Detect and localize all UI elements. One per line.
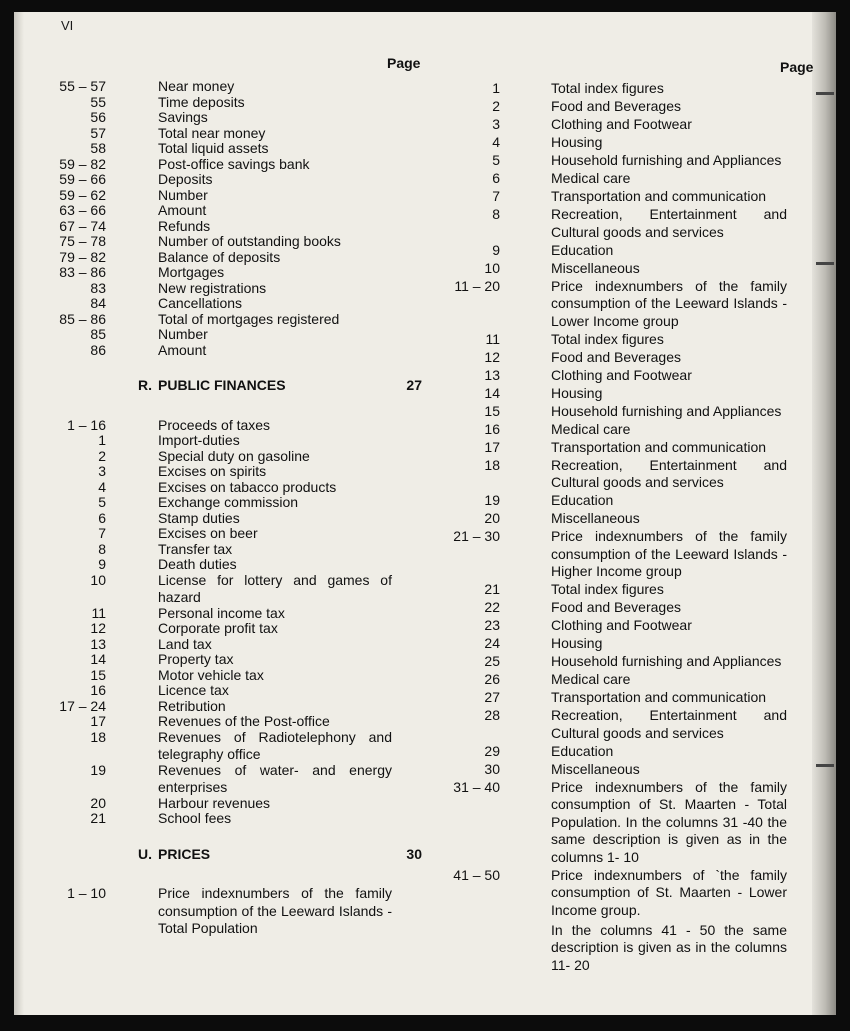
entry-number: 55 – 57 (59, 78, 106, 94)
entry-text: Medical care (551, 170, 631, 186)
entry-number: 21 – 30 (453, 528, 500, 544)
entry-text: Revenues of the Post-office (158, 713, 330, 729)
entry-number: 55 (90, 93, 106, 110)
entry-text: Education (551, 492, 614, 508)
entry-text: Price indexnumbers of the family consumption of St. Maarten - Total Population. In the columns 31 -40 the same description is given as in the columns 1- 10 (551, 778, 787, 865)
toc-entry (434, 260, 814, 278)
entry-text: In the columns 41 - 50 the same description is given as in the columns 11- 20 (551, 921, 787, 973)
entry-number: 8 (492, 206, 500, 222)
entry-number: 11 (485, 330, 500, 347)
toc-entry (14, 810, 414, 828)
entry-text: Food and Beverages (551, 98, 681, 114)
entry-number: 1 – 16 (67, 416, 106, 433)
section-title: PUBLIC FINANCES (158, 377, 286, 393)
section-page-number: 27 (406, 377, 422, 393)
toc-entry (434, 439, 814, 457)
toc-entry (434, 152, 814, 170)
toc-entry (434, 242, 814, 260)
entry-text: Refunds (158, 217, 211, 234)
entry-number: 7 (98, 525, 106, 541)
toc-entry (14, 572, 414, 607)
entry-number: 7 (492, 188, 500, 204)
entry-text: Deposits (158, 171, 213, 187)
entry-number: 4 (492, 134, 500, 150)
entry-number: 11 – 20 (454, 277, 500, 294)
entry-text: Clothing and Footwear (551, 617, 692, 633)
entry-text: Education (551, 241, 614, 258)
entry-text: New registrations (158, 279, 267, 296)
binding-mark (816, 92, 834, 95)
entry-text: Household furnishing and Appliances (551, 653, 782, 669)
entry-number: 83 (90, 279, 106, 296)
entry-number: 22 (484, 599, 500, 615)
toc-entry (434, 421, 814, 439)
toc-entry (14, 762, 414, 797)
entry-text: Price indexnumbers of the family consumption of the Leeward Islands - Higher Income group (551, 528, 787, 579)
entry-number: 18 (484, 456, 500, 473)
toc-entry (434, 403, 814, 421)
entry-text: Property tax (158, 651, 234, 667)
toc-entry (434, 689, 814, 707)
entry-text: Transportation and communication (551, 188, 767, 204)
entry-number: 13 (484, 366, 500, 383)
entry-number: 14 (484, 384, 500, 401)
entry-number: 29 (484, 742, 500, 759)
entry-text: Total liquid assets (158, 140, 269, 156)
entry-number: 4 (98, 478, 106, 495)
toc-entry (434, 367, 814, 385)
entry-number: 18 (90, 728, 106, 745)
entry-text: Clothing and Footwear (551, 116, 692, 132)
entry-text: Total index figures (551, 581, 664, 597)
entry-text: Cancellations (158, 295, 243, 311)
entry-text: Number (158, 326, 208, 342)
entry-text: Excises on tabacco products (158, 478, 337, 495)
entry-number: 25 (484, 653, 500, 669)
toc-entry (434, 80, 814, 98)
entry-number: 31 – 40 (453, 778, 500, 795)
entry-number: 17 (484, 438, 500, 455)
entry-number: 26 (484, 671, 500, 687)
toc-entry (434, 779, 814, 867)
entry-text: Stamp duties (158, 509, 240, 526)
entry-number: 59 – 66 (59, 171, 106, 187)
entry-text: Amount (158, 341, 207, 358)
entry-text: Licence tax (158, 682, 229, 698)
entry-text: Motor vehicle tax (158, 666, 264, 683)
entry-text: Food and Beverages (551, 599, 681, 615)
entry-text: Savings (158, 109, 208, 125)
entry-number: 9 (98, 556, 106, 572)
entry-number: 17 – 24 (59, 697, 106, 714)
entry-number: 30 (484, 760, 500, 777)
entry-number: 27 (484, 689, 500, 705)
entry-text: Post-office savings bank (158, 155, 310, 172)
toc-entry (14, 885, 414, 938)
document-page (14, 12, 836, 1015)
toc-entry (434, 635, 814, 653)
entry-number: 41 – 50 (453, 866, 500, 883)
entry-number: 16 (484, 420, 500, 437)
entry-text: Recreation, Entertainment and Cultural goods and services (551, 206, 787, 240)
entry-text: Transportation and communication (551, 689, 767, 705)
entry-text: Total index figures (551, 80, 664, 96)
section-letter: U. (138, 845, 152, 862)
toc-entry (434, 331, 814, 349)
entry-number: 19 (484, 492, 500, 508)
entry-text: Recreation, Entertainment and Cultural goods and services (551, 456, 787, 490)
entry-number: 59 – 82 (59, 155, 106, 172)
toc-entry (434, 761, 814, 779)
entry-number: 3 (492, 116, 500, 132)
entry-number: 14 (90, 651, 106, 667)
entry-text: Housing (551, 384, 603, 401)
entry-number: 13 (90, 635, 106, 652)
entry-text: Miscellaneous (551, 760, 640, 777)
toc-entry (434, 134, 814, 152)
toc-entry (434, 116, 814, 134)
entry-number: 11 (91, 604, 106, 621)
entry-text: Proceeds of taxes (158, 416, 271, 433)
entry-number: 84 (90, 295, 106, 311)
toc-entry (434, 492, 814, 510)
entry-number: 83 – 86 (59, 264, 106, 280)
entry-text: Household furnishing and Appliances (551, 402, 782, 419)
toc-entry (434, 98, 814, 116)
entry-number: 12 (484, 348, 500, 365)
entry-number: 59 – 62 (59, 186, 106, 203)
entry-number: 15 (90, 666, 106, 683)
entry-text: Time deposits (158, 93, 245, 110)
left-page-header: Page (387, 55, 421, 71)
entry-number: 21 (90, 810, 106, 826)
entry-text: Near money (158, 78, 235, 94)
toc-entry (434, 617, 814, 635)
entry-text: License for lottery and games of hazard (158, 571, 392, 605)
entry-number: 1 – 10 (67, 885, 106, 901)
entry-text: Recreation, Entertainment and Cultural goods and services (551, 707, 787, 741)
toc-entry (434, 653, 814, 671)
toc-entry (434, 599, 814, 617)
entry-number: 6 (98, 509, 106, 526)
entry-number: 10 (484, 259, 500, 276)
entry-text: Exchange commission (158, 494, 299, 510)
entry-text: Price indexnumbers of the family consumption of the Leeward Islands - Lower Income group (551, 277, 787, 329)
book-spine (812, 12, 836, 1015)
entry-number: 56 (90, 109, 106, 125)
entry-text: Clothing and Footwear (551, 366, 692, 383)
entry-number: 5 (98, 494, 106, 510)
entry-number: 20 (484, 510, 500, 526)
entry-number: 19 (90, 761, 106, 778)
toc-entry (434, 188, 814, 206)
entry-number: 79 – 82 (59, 248, 106, 265)
entry-text: Price indexnumbers of `the family consumption of St. Maarten - Lower Income group. (551, 866, 787, 918)
entry-text: Medical care (551, 420, 631, 437)
entry-number: 9 (492, 241, 500, 258)
entry-text: Excises on spirits (158, 463, 267, 479)
entry-text: Import-duties (158, 432, 240, 448)
entry-text: Harbour revenues (158, 794, 271, 811)
entry-text: Retribution (158, 697, 226, 714)
entry-number: 85 – 86 (59, 310, 106, 327)
section-title: PRICES (158, 845, 211, 862)
entry-text: Transportation and communication (551, 438, 767, 455)
entry-number: 17 (90, 713, 106, 729)
entry-text: Revenues of water- and energy enterprises (158, 761, 392, 795)
entry-number: 63 – 66 (59, 202, 106, 218)
toc-entry (434, 170, 814, 188)
section-letter: R. (138, 377, 152, 393)
entry-number: 23 (484, 617, 500, 633)
toc-entry (14, 342, 414, 360)
entry-number: 15 (484, 402, 500, 419)
entry-text: Death duties (158, 556, 237, 572)
entry-text: Miscellaneous (551, 259, 640, 276)
entry-number: 24 (484, 635, 500, 651)
right-page-header: Page (780, 59, 814, 75)
entry-text: Personal income tax (158, 604, 285, 621)
entry-number: 3 (98, 463, 106, 479)
entry-number: 10 (90, 571, 106, 588)
toc-entry (434, 385, 814, 403)
toc-entry (434, 671, 814, 689)
entry-text: Household furnishing and Appliances (551, 152, 782, 168)
entry-number: 2 (492, 98, 500, 114)
entry-text: Total index figures (551, 330, 664, 347)
entry-number: 16 (90, 682, 106, 698)
entry-text: Amount (158, 202, 207, 218)
toc-entry (434, 278, 814, 331)
entry-text: Miscellaneous (551, 510, 640, 526)
entry-text: Revenues of Radiotelephony and telegraphy office (158, 728, 392, 762)
toc-entry (434, 867, 814, 920)
entry-text: Education (551, 742, 614, 759)
entry-text: Transfer tax (158, 540, 233, 557)
toc-entry (434, 206, 814, 241)
entry-text: Special duty on gasoline (158, 447, 310, 464)
entry-text: Excises on beer (158, 525, 258, 541)
section-page-number: 30 (406, 845, 422, 862)
entry-number: 85 (90, 326, 106, 342)
entry-number: 57 (90, 124, 106, 141)
toc-entry (434, 707, 814, 742)
entry-number: 8 (98, 540, 106, 557)
entry-number: 12 (90, 620, 106, 636)
toc-entry (434, 922, 814, 975)
entry-text: Medical care (551, 671, 631, 687)
entry-number: 75 – 78 (59, 233, 106, 249)
entry-text: School fees (158, 810, 232, 826)
entry-number: 28 (484, 707, 500, 723)
binding-mark (816, 764, 834, 767)
entry-number: 21 (484, 581, 500, 597)
entry-text: Food and Beverages (551, 348, 681, 365)
toc-entry (434, 528, 814, 581)
entry-text: Number (158, 186, 208, 203)
entry-number: 20 (90, 794, 106, 811)
entry-text: Housing (551, 134, 603, 150)
entry-text: Price indexnumbers of the family consumption of the Leeward Islands - Total Population (158, 885, 392, 936)
toc-entry (434, 349, 814, 367)
entry-number: 58 (90, 140, 106, 156)
entry-number: 6 (492, 170, 500, 186)
toc-entry (434, 581, 814, 599)
entry-text: Housing (551, 635, 603, 651)
page-number-roman: VI (61, 18, 74, 33)
entry-number: 5 (492, 152, 500, 168)
entry-text: Total near money (158, 124, 266, 141)
entry-text: Total of mortgages registered (158, 310, 340, 327)
entry-number: 86 (90, 341, 106, 358)
entry-number: 2 (98, 447, 106, 464)
toc-entry (434, 457, 814, 492)
toc-entry (14, 729, 414, 764)
entry-number: 1 (492, 80, 500, 96)
entry-text: Land tax (158, 635, 212, 652)
toc-entry (434, 743, 814, 761)
entry-text: Mortgages (158, 264, 225, 280)
toc-entry (434, 510, 814, 528)
entry-text: Corporate profit tax (158, 620, 278, 636)
entry-text: Number of outstanding books (158, 233, 341, 249)
entry-text: Balance of deposits (158, 248, 281, 265)
binding-mark (816, 262, 834, 265)
entry-number: 1 (98, 432, 106, 448)
entry-number: 67 – 74 (59, 217, 106, 234)
